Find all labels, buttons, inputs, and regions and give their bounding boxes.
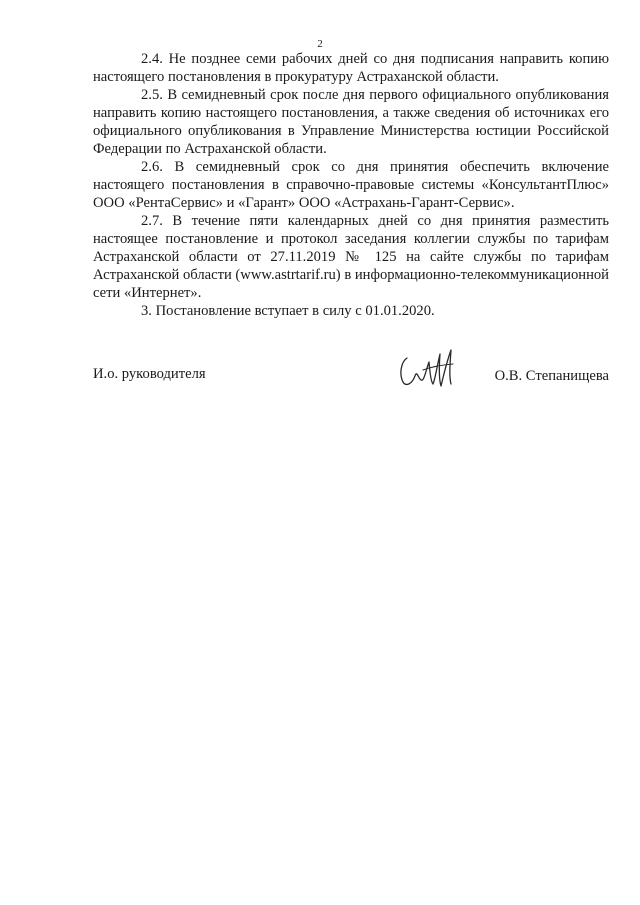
paragraph-2-7: 2.7. В течение пяти календарных дней со дня принятия разместить настоящее постановление и протокол заседания коллегии службы по тарифам Астраханской области от 27.11.2019 № 125 на сайте службы по тарифам Астраханской области (www.astrtarif.ru) в информационно-телекоммуникационной сети «Интернет».	[93, 213, 609, 301]
signature-block	[93, 340, 609, 400]
handwritten-signature	[393, 340, 463, 392]
signatory-name: О.В. Степанищева	[494, 368, 609, 384]
document-body	[93, 50, 609, 320]
paragraph-3: 3. Постановление вступает в силу с 01.01.2020.	[141, 303, 435, 319]
paragraph-2-6: 2.6. В семидневный срок со дня принятия обеспечить включение настоящего постановления в справочно-правовые системы «КонсультантПлюс» ООО «РентаСервис» и «Гарант» ООО «Астрахань-Гарант-Сервис».	[93, 159, 609, 211]
page-number: 2	[317, 38, 323, 50]
signatory-position: И.о. руководителя	[93, 366, 206, 382]
paragraph-2-5: 2.5. В семидневный срок после дня первого официального опубликования направить копию настоящего постановления, а также сведения об источниках его официального опубликования в Управление Министерства юстиции Российской Федерации по Астраханской области.	[93, 87, 609, 157]
paragraph-2-4: 2.4. Не позднее семи рабочих дней со дня подписания направить копию настоящего постановления в прокуратуру Астраханской области.	[93, 51, 609, 85]
